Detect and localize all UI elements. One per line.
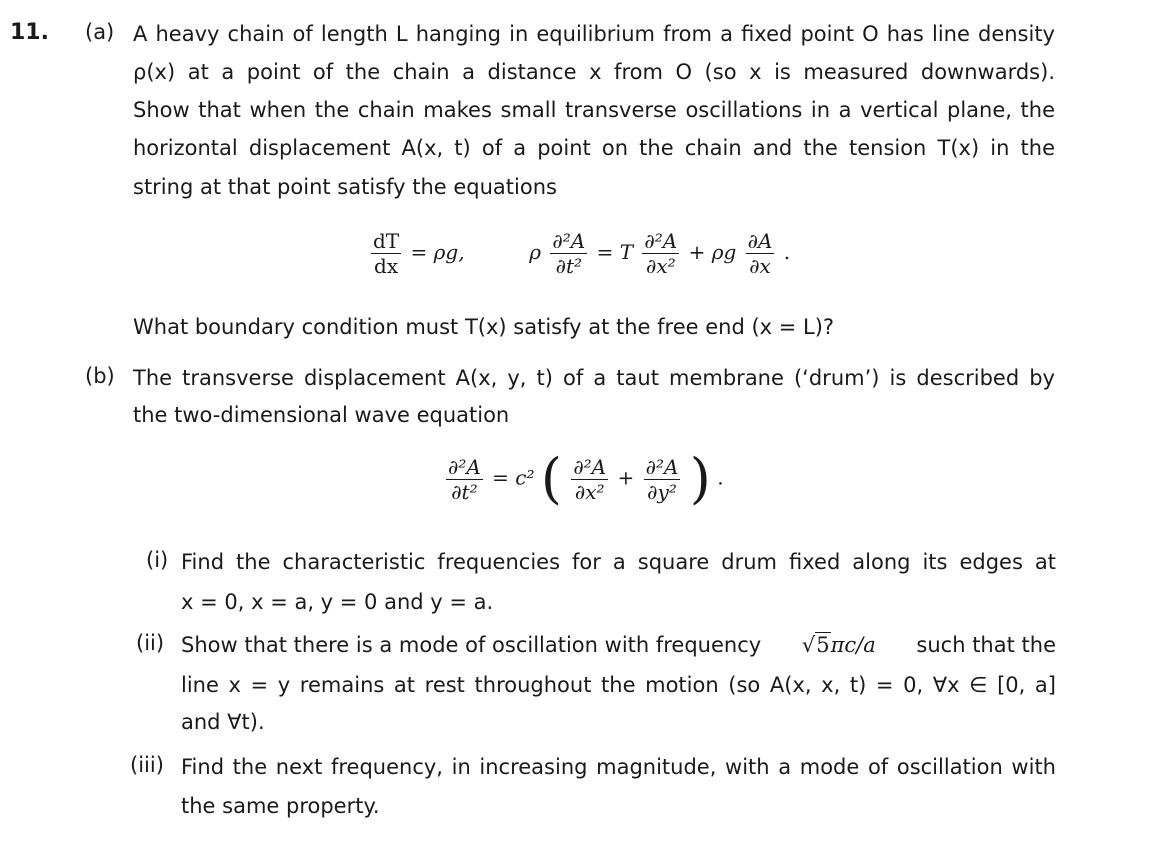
membrane-term1-denominator: ∂x² (571, 479, 608, 504)
tension-derivative-fraction (371, 229, 401, 278)
tension-derivative-numerator: dT (373, 229, 400, 253)
wave-lhs-numerator: ∂²A (552, 229, 586, 253)
membrane-term2-fraction (644, 455, 681, 504)
wave-equation-period: . (783, 240, 791, 264)
right-paren: ) (689, 447, 711, 510)
membrane-term1-fraction (571, 455, 608, 504)
part-a-line-3: Show that when the chain makes small transverse oscillations in a vertical plane, the (133, 98, 1055, 122)
part-a-line-5: string at that point satisfy the equations (133, 175, 557, 199)
wave-lhs-fraction (550, 229, 587, 278)
membrane-term2-numerator: ∂²A (645, 454, 679, 479)
frequency-expression (802, 631, 876, 659)
boundary-condition-question: What boundary condition must T(x) satisfy at the free end (x = L)? (133, 315, 835, 339)
sqrt-symbol: √ (801, 633, 816, 657)
wave-lhs-coefficient: ρ (529, 240, 542, 264)
part-b-label: (b) (85, 364, 115, 388)
subpart-ii-line-1 (181, 631, 1056, 659)
membrane-equals-c2: = c² (492, 465, 535, 490)
membrane-term2-denominator: ∂y² (644, 479, 681, 504)
membrane-term1-numerator: ∂²A (573, 454, 607, 479)
tension-equation-rhs: = ρg, (410, 240, 465, 264)
question-number: 11. (10, 20, 49, 45)
wave-term2-fraction (746, 229, 775, 278)
part-b-line-1: The transverse displacement A(x, y, t) of a taut membrane (‘drum’) is described by (133, 366, 1055, 390)
subpart-iii-line-1: Find the next frequency, in increasing magnitude, with a mode of oscillation with (181, 755, 1056, 779)
subpart-i-line-1: Find the characteristic frequencies for a square drum fixed along its edges at (181, 550, 1056, 574)
wave-plus-rho-g: + ρg (688, 240, 737, 264)
wave-term1-numerator: ∂²A (644, 229, 678, 253)
part-a-label: (a) (85, 20, 115, 44)
subpart-i-label: (i) (146, 548, 169, 572)
part-a-line-2: ρ(x) at a point of the chain a distance x from O (so x is measured downwards). (133, 60, 1055, 84)
part-b-line-2: the two-dimensional wave equation (133, 403, 510, 427)
wave-term2-numerator: ∂A (747, 229, 773, 253)
subpart-ii-line-3: and ∀t). (181, 710, 265, 734)
wave-term1-denominator: ∂x² (642, 253, 679, 278)
subpart-iii-label: (iii) (130, 753, 164, 777)
part-a-line-4: horizontal displacement A(x, t) of a point on the chain and the tension T(x) in the (133, 136, 1055, 160)
frequency-rest: πc/a (830, 633, 876, 657)
wave-equals-t: = T (596, 240, 634, 264)
chain-equations (368, 229, 790, 278)
sqrt-radicand: 5 (816, 633, 830, 657)
wave-lhs-denominator: ∂t² (550, 253, 587, 278)
membrane-lhs-denominator: ∂t² (446, 479, 483, 504)
subpart-ii-intro-text: Show that there is a mode of oscillation with frequency (181, 633, 762, 657)
membrane-plus: + (617, 465, 635, 490)
left-paren: ( (540, 447, 562, 510)
subpart-i-line-2: x = 0, x = a, y = 0 and y = a. (181, 590, 494, 614)
membrane-lhs-fraction (446, 455, 483, 504)
membrane-wave-equation (443, 447, 724, 510)
wave-term2-denominator: ∂x (746, 253, 775, 278)
subpart-iii-line-2: the same property. (181, 794, 380, 818)
wave-term1-fraction (642, 229, 679, 278)
tension-derivative-denominator: dx (371, 253, 401, 278)
membrane-equation-period: . (717, 465, 724, 490)
subpart-ii-intro-tail: such that the (916, 633, 1056, 657)
membrane-lhs-numerator: ∂²A (448, 454, 481, 479)
subpart-ii-line-2: line x = y remains at rest throughout the motion (so A(x, x, t) = 0, ∀x ∈ [0, a] (181, 673, 1056, 697)
part-a-line-1: A heavy chain of length L hanging in equilibrium from a fixed point O has line density (133, 22, 1055, 46)
subpart-ii-label: (ii) (136, 631, 165, 655)
